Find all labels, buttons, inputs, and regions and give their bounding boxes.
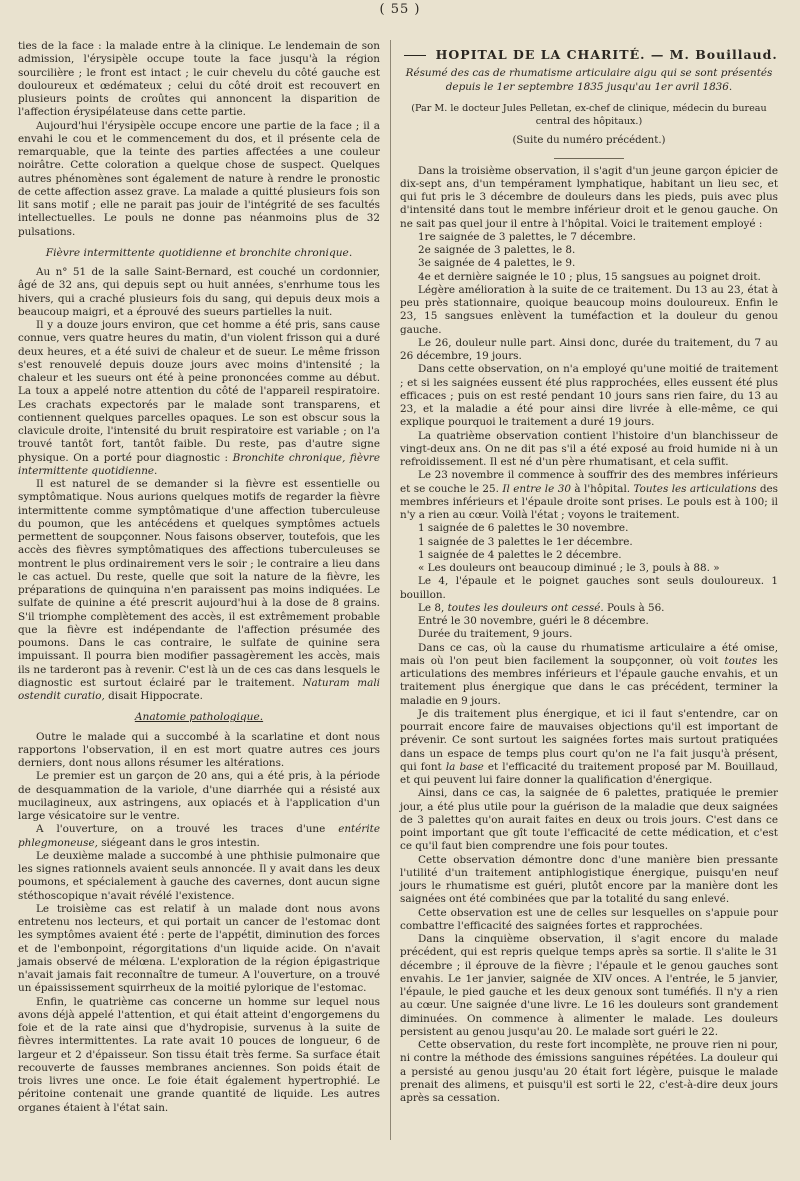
paragraph: Au n° 51 de la salle Saint-Bernard, est couché un cordonnier, âgé de 32 ans, qui depuis sept ou huit années, s'enrhume tous les hivers, qui a craché plusieurs fois du sang, qui depuis deux mois a beaucoup maigri, et a éprouvé des sueurs partielles la nuit. (18, 266, 380, 318)
paragraph: Outre le malade qui a succombé à la scarlatine et dont nous rapportons l'observation, il en est mort quatre autres ces jours derniers, dont nous allons résumer les altérations. (18, 730, 380, 769)
list-item: 1 saignée de 6 palettes le 30 novembre. (418, 522, 629, 535)
paragraph: La quatrième observation contient l'histoire d'un blanchisseur de vingt-deux ans. On ne dit pas s'il a été exposé au froid humide ni à un refroidissement. Il est né d'un père rhumatisant, et cela suffit. (400, 429, 778, 468)
paragraph: Ainsi, dans ce cas, la saignée de 6 palettes, pratiquée le premier jour, a été plus utile pour la guérison de la maladie que deux saignées de 3 palettes qu'on aurait faites en deux ou trois jours. C'est dans ce point important que gît toute l'efficacité de cette médication, et c'est ce qu'il faut bien comprendre une fois pour toutes. (400, 787, 778, 853)
paragraph: Le premier est un garçon de 20 ans, qui a été pris, à la période de desquammation de la variole, d'une diarrhée qui a résisté aux mucilagineux, aux astringens, aux opiacés et à l'application d'un large vésicatoire sur le ventre. (18, 770, 380, 822)
right-column (400, 40, 778, 1105)
paragraph: Entré le 30 novembre, guéri le 8 décembre. (418, 615, 649, 627)
text: Dans ce cas, où la cause du rhumatisme articulaire a été omise, mais où l'on peut bien facilement la soupçonner, où voit (400, 641, 778, 667)
text: Pouls à 56. (606, 601, 665, 614)
text: Le 23 novembre il commence à souffrir des des membres inférieurs et se couche le 25. (400, 469, 778, 495)
hospital-name: HOPITAL DE LA CHARITÉ. (435, 47, 646, 62)
latin-quote: Naturam mali ostendit curatio, (18, 676, 381, 702)
text: des membres inférieurs et l'épaule droite sont prises. Le pouls est à 100; il n'y a rien au cœur. Voilà l'état ; voyons le traitement. (400, 482, 778, 521)
treatment-list (400, 522, 778, 575)
paragraph: Le 26, douleur nulle part. Ainsi donc, durée du traitement, du 7 au 26 décembre, 19 jours. (400, 336, 778, 362)
header-rule (404, 55, 426, 56)
text: disait Hippocrate. (108, 690, 203, 702)
section-title: Anatomie pathologique. (134, 711, 264, 724)
paragraph (18, 823, 380, 850)
divider (554, 158, 624, 159)
paragraph: Dans cette observation, on n'a employé qu'une moitié de traitement ; et si les saignées eussent été plus rapprochées, elles eussent été plus efficaces ; puis on est resté pendant 10 jours sans rien faire, du 13 au 23, et la maladie a été pour ainsi dire livrée à elle-même, ce qui explique pourquoi le traitement a duré 19 jours. (400, 363, 778, 429)
text: Il y a douze jours environ, que cet homme a été pris, sans cause connue, vers quatre heures du matin, d'un violent frisson qui a duré deux heures, et a été suivi de chaleur et de sueur. Le même frisson s'est renouvelé depuis douze jours avec moins d'intensité ; la chaleur et les sueurs ont été à peine prononcées comme au début. La toux a appelé notre attention du côté de l'appareil respiratoire. Les crachats expectorés par le malade sont transparens, et contiennent quelques parcelles opaques. Le son est obscur sous la clavicule droite, l'intensité du bruit respiratoire est variable ; on l'a trouvé tantôt fort, tantôt faible. Du reste, pas d'autre signe physique. On a porté pour diagnostic : (18, 319, 380, 464)
column-divider (390, 40, 391, 1140)
page-number: ( 55 ) (379, 2, 421, 17)
diagnosis-text: Bronchite chronique, fièvre intermittente quotidienne. (18, 451, 380, 477)
paragraph (400, 642, 778, 708)
list-item: 3e saignée de 4 palettes, le 9. (418, 257, 576, 270)
paragraph (400, 602, 778, 615)
paragraph: Enfin, le quatrième cas concerne un homme sur lequel nous avons déjà appelé l'attention, et qui était atteint d'engorgemens du foie et de la rate ainsi que d'hydropisie, survenus à la suite de fièvres intermittentes. La rate avait 10 pouces de longueur, 6 de largeur et 2 d'épaisseur. Son tissu était très ferme. Sa surface était recouverte de fausses membranes anciennes. Son poids était de trois livres une once. Le foie était également hypertrophié. Le péritoine contenait une grande quantité de liquide. Les autres organes étaient à l'état sain. (18, 995, 380, 1114)
list-item: « Les douleurs ont beaucoup diminué ; le 3, pouls à 88. » (418, 562, 720, 574)
text: les articulations des membres inférieurs et l'épaule gauche envahis, et un traitement plus énergique que dans le cas précédent, terminer la maladie en 9 jours. (400, 654, 779, 707)
paragraph: ties de la face : la malade entre à la clinique. Le lendemain de son admission, l'érysipèle occupe toute la face jusqu'à la région sourcilière ; le front est intact ; le cuir chevelu du côté gauche est douloureux et œdémateux ; celui du côté droit est recouvert en plusieurs points de croûtes qui annoncent la disparition de l'affection érysipélateuse dans cette partie. (18, 40, 380, 119)
emphasis: Toutes les articulations (633, 482, 757, 495)
continuation-note: (Suite du numéro précédent.) (512, 135, 666, 147)
paragraph: Aujourd'hui l'érysipèle occupe encore une partie de la face ; il a envahi le cou et le commencement du dos, et il présente cela de remarquable, que la teinte des parties affectées a une couleur noirâtre. Cette coloration a quelque chose de suspect. Quelques autres phénomènes sont également de nature à rendre le pronostic de cette affection assez grave. La malade a quitté plusieurs fois son lit sans motif ; elle ne parait pas jouir de l'intégrité de ses facultés intellectuelles. Le pouls ne donne pas néanmoins plus de 32 pulsations. (18, 119, 380, 238)
article-header (400, 48, 778, 61)
emphasis: toutes les douleurs ont cessé. (447, 601, 604, 614)
doctor-name: M. Bouillaud. (669, 47, 778, 62)
paragraph: Cette observation est une de celles sur lesquelles on s'appuie pour combattre l'efficacité des saignées fortes et rapprochées. (400, 906, 778, 932)
section-heading: Fièvre intermittente quotidienne et bronchite chronique. (45, 246, 353, 259)
emphasis: Il entre le 30 (502, 482, 571, 495)
emphasis: la base (445, 760, 484, 773)
list-item: 4e et dernière saignée le 10 ; plus, 15 sangsues au poignet droit. (418, 270, 761, 283)
text: A l'ouverture, on a trouvé les traces d'une (36, 823, 326, 836)
paragraph (400, 708, 778, 788)
list-item: 2e saignée de 3 palettes, le 8. (418, 244, 576, 256)
paragraph (18, 478, 380, 703)
paragraph (18, 319, 380, 478)
list-item: 1 saignée de 3 palettes le 1er décembre. (418, 535, 633, 548)
paragraph: Cette observation, du reste fort incomplète, ne prouve rien ni pour, ni contre la méthode des émissions sanguines répétées. La douleur qui a persisté au genou jusqu'au 20 était fort légère, puisque le malade prenait des alimens, et puisqu'il est sorti le 22, c'est-à-dire deux jours après sa cessation. (400, 1039, 778, 1104)
text: Je dis traitement plus énergique, et ici il faut s'entendre, car on pourrait encore faire de mauvaises objections qu'il est important de prévenir. Ce sont surtout les saignées fortes mais surtout pratiquées dans un espace de temps plus court qu'on ne l'a fait jusqu'à présent, qui font (400, 707, 778, 773)
paragraph (400, 469, 778, 522)
left-column (18, 40, 380, 1115)
article-subtitle: Résumé des cas de rhumatisme articulaire aigu qui se sont présentés depuis le 1er septembre 1835 jusqu'au 1er avril 1836. (405, 67, 773, 93)
emphasis: toutes (724, 654, 758, 667)
article-author: (Par M. le docteur Jules Pelletan, ex-chef de clinique, médecin du bureau central des hôpitaux.) (411, 102, 767, 127)
text: siégeant dans le gros intestin. (101, 836, 260, 849)
paragraph: Dans la troisième observation, il s'agit d'un jeune garçon épicier de dix-sept ans, d'un tempérament lymphatique, habitant un lieu sec, et qui fut pris le 3 décembre de douleurs dans les pieds, puis avec plus d'intensité dans tout le membre inférieur droit et le genou gauche. On ne sait pas quel jour il entre à l'hôpital. Voici le traitement employé : (400, 164, 778, 230)
paragraph: Dans la cinquième observation, il s'agit encore du malade précédent, qui est repris quelque temps après sa sortie. Il s'alite le 31 décembre ; il éprouve de la fièvre ; l'épaule et le genou gauches sont envahis. Le 1er janvier, saignée de XIV onces. A l'entrée, le 5 janvier, l'épaule, le pied gauche et les deux genoux sont tuméfiés. Il n'y a rien au cœur. Une saignée d'une livre. Le 16 les douleurs sont grandement diminuées. On commence à alimenter le malade. Les douleurs persistent au genou jusqu'au 20. Le malade sort guéri le 22. (400, 933, 778, 1038)
paragraph: Le 4, l'épaule et le poignet gauches sont seuls douloureux. 1 bouillon. (400, 575, 778, 601)
paragraph: Le deuxième malade a succombé à une phthisie pulmonaire que les signes rationnels avaient seuls annoncée. Il y avait dans les deux poumons, et spécialement à gauche des cavernes, dont aucun signe stéthoscopique n'avait révélé l'existence. (18, 849, 380, 902)
emphasis: entérite phlegmoneuse, (18, 823, 380, 849)
header-separator: — (650, 47, 665, 62)
list-item: 1re saignée de 3 palettes, le 7 décembre. (418, 230, 636, 243)
paragraph: Légère amélioration à la suite de ce traitement. Du 13 au 23, état à peu près stationnaire, quoique beaucoup moins douloureux. Enfin le 23, 15 sangsues enlèvent la tuméfaction et la douleur du genou gauche. (400, 283, 778, 336)
paragraph: Cette observation démontre donc d'une manière bien pressante l'utilité d'un traitement antiphlogistique énergique, puisqu'en neuf jours le rhumatisme est guéri, plutôt encore par la manière dont les saignées ont été combinées que par la totalité du sang enlevé. (400, 853, 778, 906)
section-heading (18, 711, 380, 724)
paragraph: Le troisième cas est relatif à un malade dont nous avons entretenu nos lecteurs, et qui portait un cancer de l'estomac dont les symptômes avaient été : perte de l'appétit, diminution des forces et de l'embonpoint, régorgitations d'un liquide acide. On n'avait jamais observé de mélœna. L'exploration de la région épigastrique n'avait jamais fait reconnaître de tumeur. A l'ouverture, on a trouvé un épaississement squirrheux de la moitié pylorique de l'estomac. (18, 902, 380, 995)
list-item: 1 saignée de 4 palettes le 2 décembre. (418, 548, 622, 561)
paragraph: Durée du traitement, 9 jours. (418, 628, 573, 641)
text: et l'efficacité du traitement proposé par M. Bouillaud, et qui peuvent lui faire donner la qualification d'énergique. (400, 760, 778, 786)
treatment-list (400, 231, 778, 284)
text: Le 8, (418, 601, 445, 614)
text: Il est naturel de se demander si la fièvre est essentielle ou symptômatique. Nous aurions quelques motifs de regarder la fièvre intermittente comme symptômatique d'une affection tuberculeuse du poumon, que les antécédens et quelques symptômes actuels permettent de soupçonner. Nous faisons observer, toutefois, que les accès des fièvres symptômatiques des affections tuberculeuses se montrent le plus ordinairement vers le soir ; le contraire a lieu dans le cas actuel. Du reste, quelle que soit la nature de la fièvre, les préparations de quinquina n'en paraissent pas moins indiquées. Le sulfate de quinine a été prescrit aujourd'hui à la dose de 8 grains. S'il triomphe complètement des accès, il est extrêmement probable que la fièvre est indépendante de l'affection présumée des poumons. Dans le cas contraire, le sulfate de quinine sera impuissant. Il pourra bien modifier passagèrement les accès, mais ils ne tarderont pas à revenir. C'est là un de ces cas dans lesquels le diagnostic est surtout éclairé par le traitement. (18, 478, 380, 689)
text: à l'hôpital. (574, 482, 631, 495)
